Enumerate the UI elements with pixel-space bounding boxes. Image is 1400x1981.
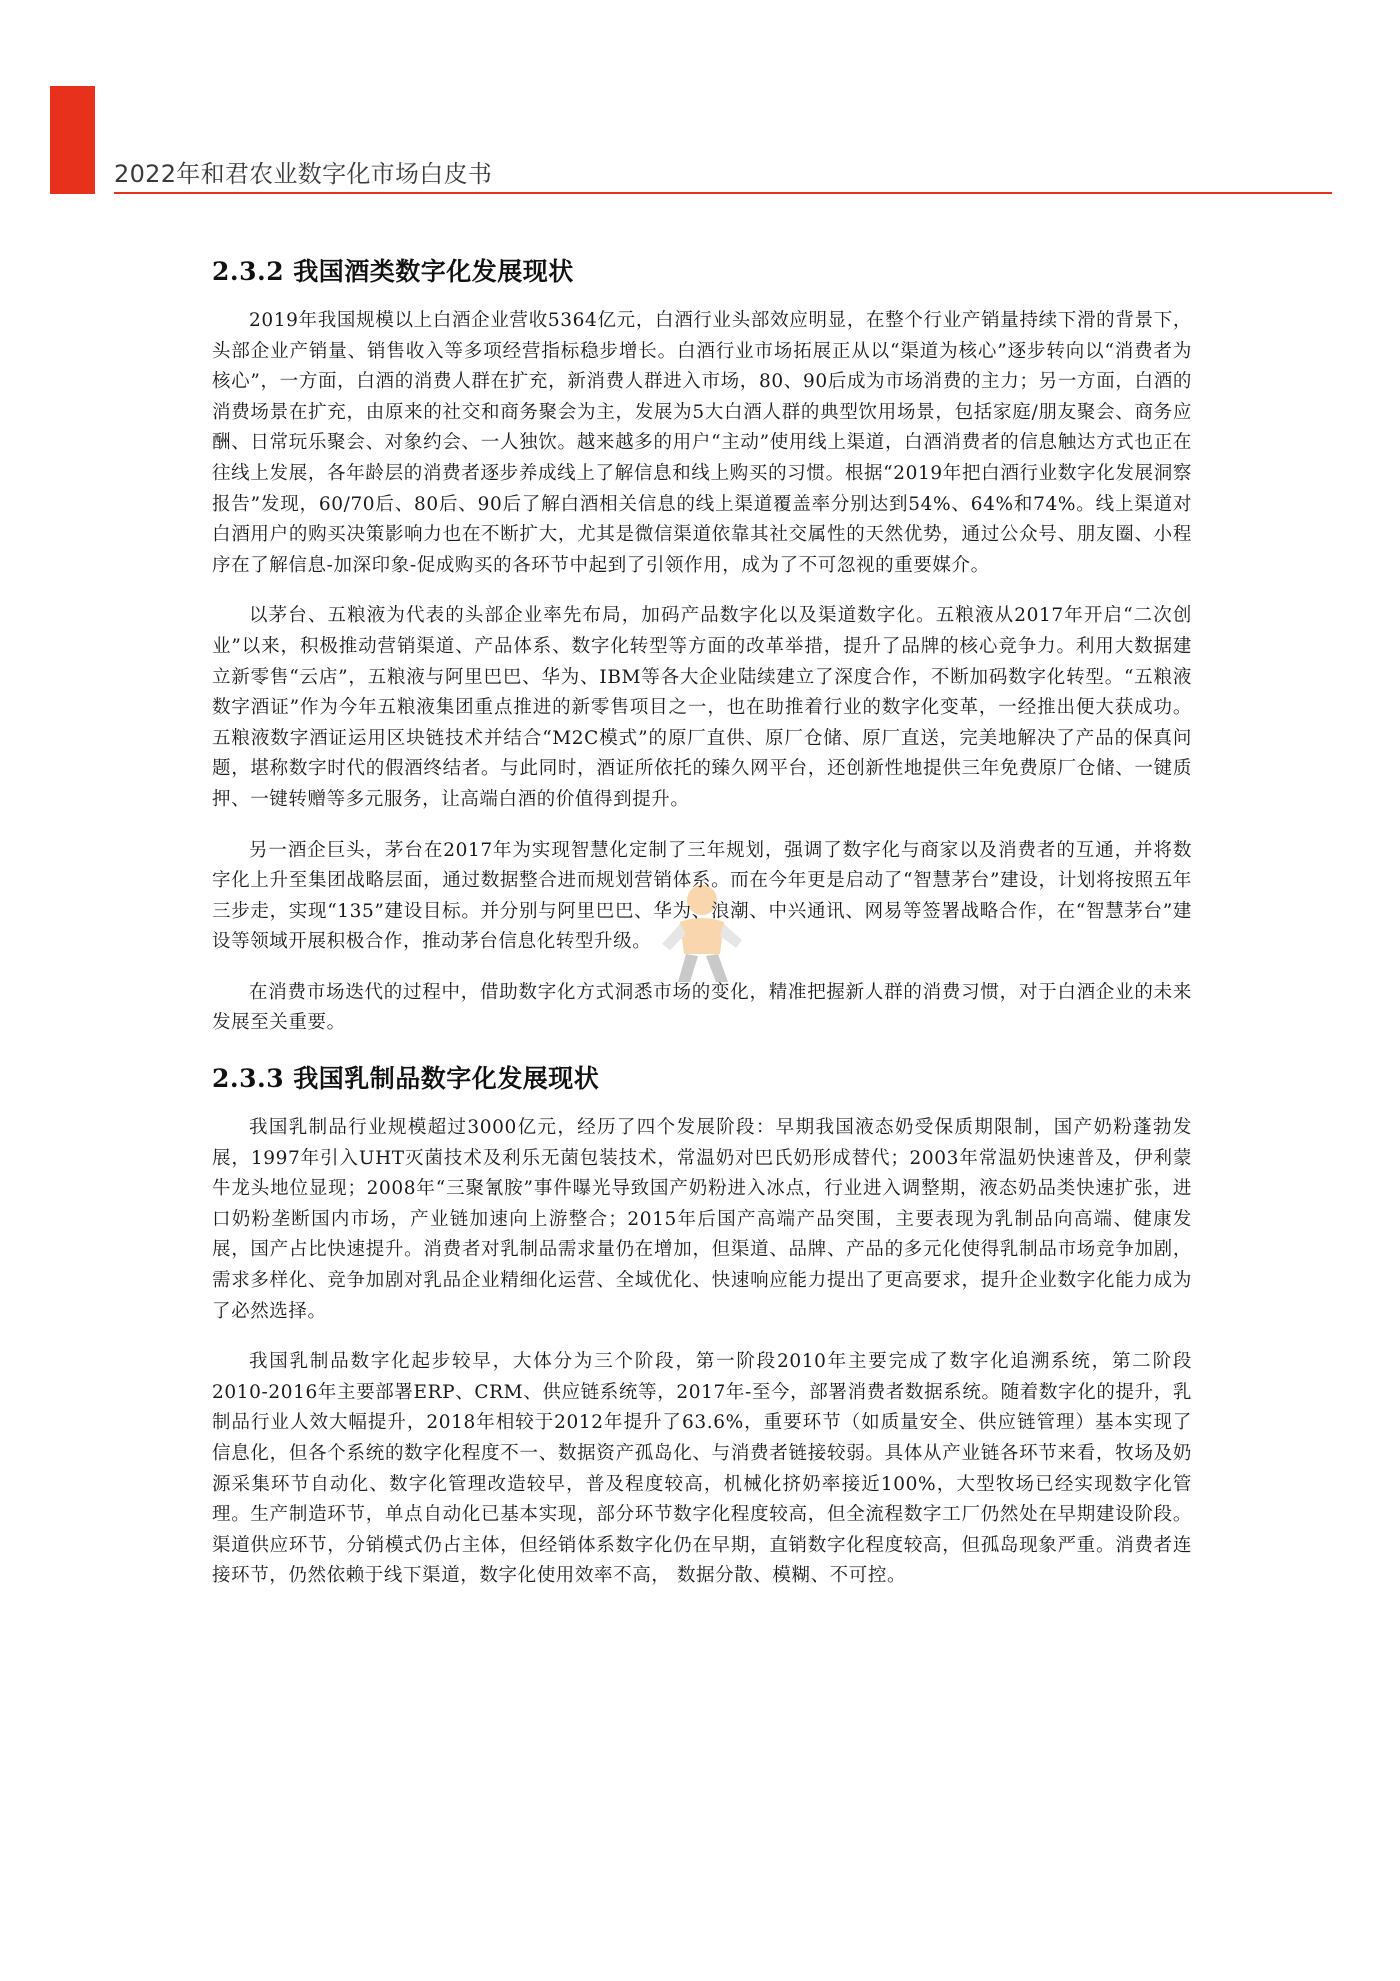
section-heading-dairy: 2.3.3 我国乳制品数字化发展现状 xyxy=(212,1064,600,1094)
document-header-title: 2022年和君农业数字化市场白皮书 xyxy=(114,160,493,188)
header-divider xyxy=(114,192,1332,194)
paragraph: 我国乳制品数字化起步较早，大体分为三个阶段，第一阶段2010年主要完成了数字化追溯系统，第二阶段2010-2016年主要部署ERP、CRM、供应链系统等，2017年-至今，部署消费者数据系统。随着数字化的提升，乳制品行业人效大幅提升，2018年相较于2012年提升了63.6%，重要环节（如质量安全、供应链管理）基本实现了信息化，但各个系统的数字化程度不一、数据资产孤岛化、与消费者链接较弱。具体从产业链各环节来看，牧场及奶源采集环节自动化、数字化管理改造较早，普及程度较高，机械化挤奶率接近100%，大型牧场已经实现数字化管理。生产制造环节，单点自动化已基本实现，部分环节数字化程度较高，但全流程数字工厂仍然处在早期建设阶段。渠道供应环节，分销模式仍占主体，但经销体系数字化仍在早期，直销数字化程度较高，但孤岛现象严重。消费者连接环节，仍然依赖于线下渠道，数字化使用效率不高， 数据分散、模糊、不可控。 xyxy=(212,1351,1192,1587)
section-heading-liquor: 2.3.2 我国酒类数字化发展现状 xyxy=(212,257,574,286)
paragraph: 在消费市场迭代的过程中，借助数字化方式洞悉市场的变化，精准把握新人群的消费习惯，对于白酒企业的未来发展至关重要。 xyxy=(212,981,1192,1034)
paragraph: 2019年我国规模以上白酒企业营收5364亿元，白酒行业头部效应明显，在整个行业产销量持续下滑的背景下，头部企业产销量、销售收入等多项经营指标稳步增长。白酒行业市场拓展正从以“渠道为核心”逐步转向以“消费者为核心”，一方面，白酒的消费人群在扩充，新消费人群进入市场，80、90后成为市场消费的主力；另一方面，白酒的消费场景在扩充，由原来的社交和商务聚会为主，发展为5大白酒人群的典型饮用场景，包括家庭/朋友聚会、商务应酬、日常玩乐聚会、对象约会、一人独饮。越来越多的用户“主动”使用线上渠道，白酒消费者的信息触达方式也正在往线上发展，各年龄层的消费者逐步养成线上了解信息和线上购买的习惯。根据“2019年把白酒行业数字化发展洞察报告”发现，60/70后、80后、90后了解白酒相关信息的线上渠道覆盖率分别达到54%、64%和74%。线上渠道对白酒用户的购买决策影响力也在不断扩大，尤其是微信渠道依靠其社交属性的天然优势，通过公众号、朋友圈、小程序在了解信息-加深印象-促成购买的各环节中起到了引领作用，成为了不可忽视的重要媒介。 xyxy=(212,310,1192,576)
paragraph: 我国乳制品行业规模超过3000亿元，经历了四个发展阶段：早期我国液态奶受保质期限制，国产奶粉蓬勃发展，1997年引入UHT灭菌技术及利乐无菌包装技术，常温奶对巴氏奶形成替代；2003年常温奶快速普及，伊利蒙牛龙头地位显现；2008年“三聚氰胺”事件曝光导致国产奶粉进入冰点，行业进入调整期，液态奶品类快速扩张，进口奶粉垄断国内市场，产业链加速向上游整合；2015年后国产高端产品突围，主要表现为乳制品向高端、健康发展，国产占比快速提升。消费者对乳制品需求量仍在增加，但渠道、品牌、产品的多元化使得乳制品市场竞争加剧，需求多样化、竞争加剧对乳品企业精细化运营、全域优化、快速响应能力提出了更高要求，提升企业数字化能力成为了必然选择。 xyxy=(212,1117,1192,1322)
document-body xyxy=(212,236,1192,1612)
header-accent-block xyxy=(50,86,95,194)
paragraph: 另一酒企巨头，茅台在2017年为实现智慧化定制了三年规划，强调了数字化与商家以及消费者的互通，并将数字化上升至集团战略层面，通过数据整合进而规划营销体系。而在今年更是启动了“智慧茅台”建设，计划将按照五年三步走，实现“135”建设目标。并分别与阿里巴巴、华为、浪潮、中兴通讯、网易等签署战略合作，在“智慧茅台”建设等领域开展积极合作，推动茅台信息化转型升级。 xyxy=(212,839,1192,953)
paragraph: 以茅台、五粮液为代表的头部企业率先布局，加码产品数字化以及渠道数字化。五粮液从2017年开启“二次创业”以来，积极推动营销渠道、产品体系、数字化转型等方面的改革举措，提升了品牌的核心竞争力。利用大数据建立新零售“云店”，五粮液与阿里巴巴、华为、IBM等各大企业陆续建立了深度合作，不断加码数字化转型。“五粮液数字酒证”作为今年五粮液集团重点推进的新零售项目之一，也在助推着行业的数字化变革，一经推出便大获成功。五粮液数字酒证运用区块链技术并结合“M2C模式”的原厂直供、原厂仓储、原厂直送，完美地解决了产品的保真问题，堪称数字时代的假酒终结者。与此同时，酒证所依托的臻久网平台，还创新性地提供三年免费原厂仓储、一键质押、一键转赠等多元服务，让高端白酒的价值得到提升。 xyxy=(212,605,1192,810)
